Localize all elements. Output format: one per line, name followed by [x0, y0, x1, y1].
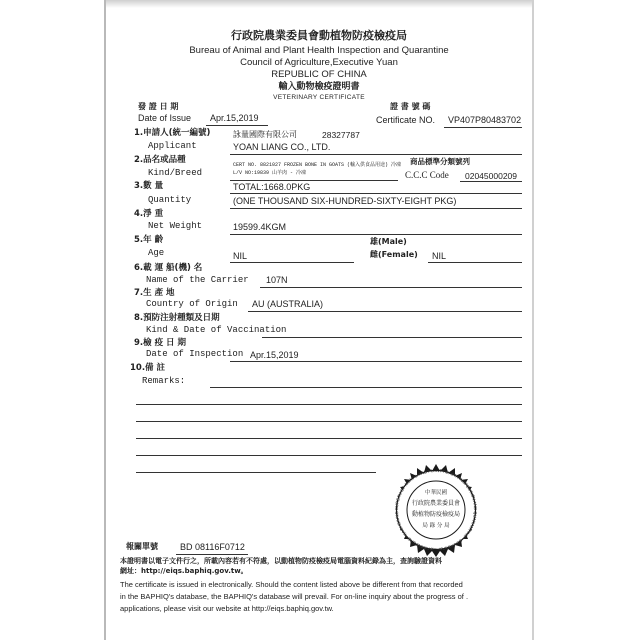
- ccc-code-label: C.C.C Code: [405, 170, 449, 180]
- scan-shadow: [106, 0, 532, 8]
- country-line: REPUBLIC OF CHINA: [271, 69, 367, 80]
- weight-label: Net Weight: [148, 221, 203, 231]
- official-seal: [388, 462, 484, 558]
- origin-label: Country of Origin: [146, 299, 238, 309]
- declaration-no-value: BD 08116F0712: [180, 542, 245, 552]
- issue-date-value: Apr.15,2019: [210, 113, 259, 123]
- ccc-code-label-zh: 商品標準分類號列: [410, 157, 470, 166]
- declaration-no-label: 報關單號: [126, 542, 158, 551]
- vaccination-label-zh: 8.預防注射種類及日期: [134, 313, 220, 323]
- remarks-line-1: [210, 387, 522, 388]
- declaration-no-underline: [176, 554, 248, 555]
- certificate-title-en: VETERINARY CERTIFICATE: [273, 94, 365, 101]
- paper-edge-right: [532, 0, 534, 640]
- cert-no-label: Certificate NO.: [376, 115, 436, 125]
- remarks-line-6: [136, 472, 376, 473]
- council-line: Council of Agriculture,Executive Yuan: [240, 57, 398, 68]
- applicant-label: Applicant: [148, 141, 197, 151]
- remarks-line-3: [136, 421, 522, 422]
- female-label: 雌(Female): [370, 250, 418, 259]
- seal-line-1: 中華民國: [424, 490, 447, 496]
- seal-line-2: 行政院農業委員會: [411, 500, 460, 507]
- carrier-label-zh: 6.載 運 船(機) 名: [134, 263, 203, 273]
- carrier-underline: [260, 287, 522, 288]
- remarks-line-4: [136, 438, 522, 439]
- quantity-underline-2: [230, 208, 522, 209]
- male-label: 雄(Male): [370, 237, 407, 246]
- remarks-line-5: [136, 455, 522, 456]
- weight-value: 19599.4KGM: [233, 222, 287, 232]
- applicant-id: 28327787: [322, 130, 360, 140]
- cert-no-label-zh: 證 書 號 碼: [390, 102, 431, 111]
- seal-ring-text: BUREAU OF ANIMAL AND PLANT HEALTH INSPECTION AND QUARANTINE · COUNCIL OF AGRICULTURE · KAOHSIUNG: [393, 467, 479, 553]
- age-value: NIL: [233, 251, 248, 261]
- issue-date-label: Date of Issue: [138, 113, 192, 123]
- applicant-name-zh: 詠量國際有限公司: [233, 130, 297, 139]
- notice-zh-line2: 網址：http://eiqs.baphiq.gov.tw。: [120, 567, 248, 575]
- ccc-code-underline: [460, 181, 522, 182]
- kind-underline: [230, 180, 398, 181]
- applicant-underline: [230, 154, 522, 155]
- quantity-underline-1: [230, 193, 522, 194]
- kind-label-zh: 2.品名或品種: [134, 155, 186, 165]
- applicant-name: YOAN LIANG CO., LTD.: [233, 142, 331, 152]
- female-value: NIL: [432, 251, 447, 261]
- kind-value-line1: CERT NO. 8821027 FROZEN BONE IN GOATS (輸入供食品用途) 冷凍: [233, 162, 402, 168]
- vaccination-label: Kind & Date of Vaccination: [146, 325, 287, 335]
- notice-zh-line1: 本證明書以電子文件行之，所載內容若有不符處，以動植物防疫檢疫局電腦資料紀錄為主，查詢驗證資料: [120, 557, 442, 565]
- kind-value-line2: L/V NO:19839 山羊肉 - 冷凍: [233, 170, 307, 176]
- age-underline: [230, 262, 354, 263]
- carrier-label: Name of the Carrier: [146, 275, 249, 285]
- remarks-line-2: [136, 404, 522, 405]
- inspection-underline: [230, 361, 522, 362]
- agency-title-zh: 行政院農業委員會動植物防疫檢疫局: [231, 29, 407, 42]
- applicant-label-zh: 1.申請人(統一編號): [134, 128, 211, 138]
- remarks-label: Remarks:: [142, 376, 186, 386]
- agency-title-en: Bureau of Animal and Plant Health Inspection and Quarantine: [189, 45, 449, 56]
- quantity-label: Quantity: [148, 195, 192, 205]
- remarks-label-zh: 10.備 註: [130, 363, 166, 373]
- cert-no-value: VP407P80483702: [448, 115, 522, 125]
- weight-label-zh: 4.淨 重: [134, 209, 164, 219]
- seal-line-4: 局 錄 分 局: [422, 523, 450, 529]
- vaccination-underline: [262, 337, 522, 338]
- weight-underline: [230, 234, 522, 235]
- age-label: Age: [148, 248, 165, 258]
- inspection-value: Apr.15,2019: [250, 350, 299, 360]
- inspection-label-zh: 9.檢 疫 日 期: [134, 338, 187, 348]
- issue-date-label-zh: 發 證 日 期: [138, 102, 179, 111]
- quantity-total: TOTAL:1668.0PKG: [233, 182, 311, 192]
- notice-en-line3: applications, please visit our website at http://eiqs.baphiq.gov.tw.: [120, 604, 334, 613]
- age-label-zh: 5.年 齡: [134, 235, 164, 245]
- origin-label-zh: 7.生 產 地: [134, 288, 175, 298]
- cert-no-underline: [444, 127, 522, 128]
- notice-en-line1: The certificate is issued in electronically. Should the content listed above be different from that recorded: [120, 580, 463, 589]
- female-underline: [428, 262, 522, 263]
- issue-date-underline: [206, 125, 268, 126]
- quantity-words: (ONE THOUSAND SIX-HUNDRED-SIXTY-EIGHT PKG): [233, 196, 457, 206]
- seal-line-3: 動植物防疫檢疫局: [411, 511, 460, 518]
- origin-value: AU (AUSTRALIA): [252, 299, 324, 309]
- origin-underline: [248, 311, 522, 312]
- inspection-label: Date of Inspection: [146, 349, 244, 359]
- carrier-value: 107N: [266, 275, 288, 285]
- quantity-label-zh: 3.數 量: [134, 181, 164, 191]
- kind-label: Kind/Breed: [148, 168, 203, 178]
- notice-en-line2: in the BAPHIQ's database, the BAPHIQ's database will prevail. For on-line inquiry about the progress of .: [120, 592, 469, 601]
- ccc-code-value: 02045000209: [465, 171, 518, 181]
- certificate-title-zh: 輸入動物檢疫證明書: [278, 82, 360, 92]
